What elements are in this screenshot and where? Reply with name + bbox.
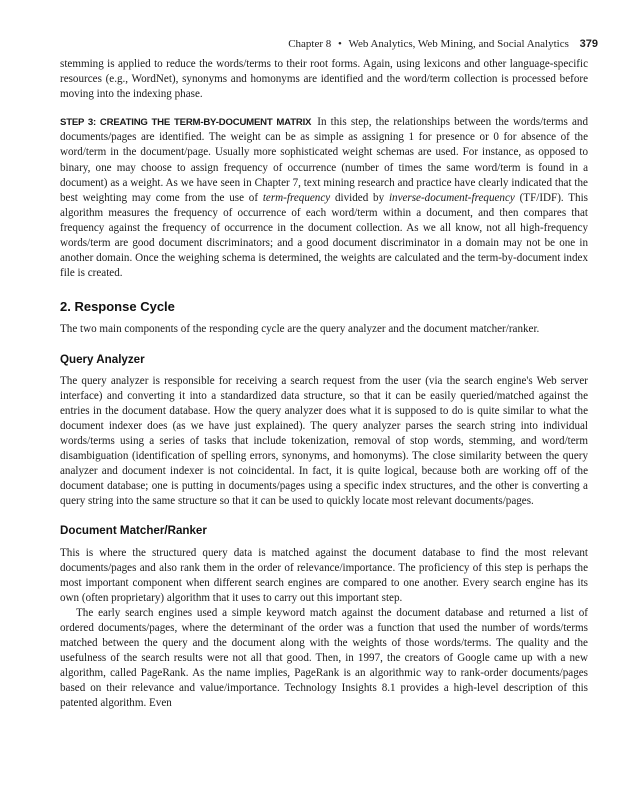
subheading-query-analyzer: Query Analyzer <box>60 352 145 366</box>
page-number: 379 <box>579 38 598 50</box>
subheading-document-matcher: Document Matcher/Ranker <box>60 524 207 538</box>
idf-term: inverse-document-frequency <box>388 191 515 204</box>
paragraph-response-cycle: The two main components of the responding cycle are the query analyzer and the document matcher/ranker. <box>60 323 540 336</box>
chapter-label: Chapter 8 <box>288 38 332 50</box>
chapter-title: Web Analytics, Web Mining, and Social Analytics <box>348 38 569 50</box>
term-frequency-term: term-frequency <box>262 191 331 204</box>
paragraph-stemming: stemming is applied to reduce the words/terms to their root forms. Again, using lexicons and other language-specific resources (e.g., WordNet), synonyms and homonyms are identified and the word/term collection is processed before moving into the indexing phase. <box>60 58 588 101</box>
paragraph-matcher-2: The early search engines used a simple keyword match against the document database and returned a list of ordered documents/pages, where the determinant of the order was a function that used the number of words/terms matched between the query and the document along with the weights of those words/terms. The quality and the usefulness of the search results were not all that good. Then, in 1997, the creators of Google came up with a new algorithm, called PageRank. As the name implies, PageRank is an algorithmic way to rank-order documents/pages based on their relevance and value/importance. Technology Insights 8.1 provides a high-level description of this patented algorithm. Even <box>60 606 588 710</box>
bullet-separator: • <box>338 38 342 50</box>
step3-text-a: In this step, the relationships between the words/terms and documents/pages are identified. The weight can be as simple as assigning 1 for presence or 0 for absence of the word/term in the document/page. Usually more sophisticated weight schemas are used. For instance, as opposed to binary, one may choose to assign frequency of occurrence (number of times the same word/term is found in a document) as a weight. As we have seen in Chapter 7, text mining research and practice have clearly indicated that the best weighting may come from the use of <box>60 116 588 204</box>
paragraph-query-analyzer: The query analyzer is responsible for receiving a search request from the user (via the search engine's Web server interface) and converting it into a standardized data structure, so that it can be easily queried/matched against the entries in the document database. How the query analyzer does what it is supposed to do is quite similar to what the document indexer does (as we have just explained). The query analyzer parses the search string into individual words/terms using a series of tasks that include tokenization, removal of stop words, stemming, and word/term disambiguation (identification of spelling errors, synonyms, and homonyms). The close similarity between the query analyzer and document indexer is not coincidental. In fact, it is quite logical, because both are working off of the document database; one is putting in documents/pages using a specific index structures, and the other is converting a query string into the same structure so that it can be used to quickly locate most relevant documents/pages. <box>60 374 588 508</box>
step3-heading: STEP 3: CREATING THE TERM-BY-DOCUMENT MATRIX <box>60 117 312 129</box>
paragraph-matcher-1: This is where the structured query data is matched against the document database to find the most relevant documents/pages and also rank them in the order of relevance/importance. The proficiency of this step is perhaps the most important component when different search engines are compared to one another. Every search engine has its own (often proprietary) algorithm that it uses to carry out this important step. <box>60 546 588 604</box>
running-header <box>60 38 598 50</box>
paragraph-step3 <box>60 115 588 281</box>
step3-text-c: (TF/IDF). This algorithm measures the frequency of occurrence of each word/term within a document, and then compares that frequency against the frequency of occurrence in the document collection. As we all know, not all high-frequency words/term are good document discriminators; and a good document discriminator in a domain may not be one in another domain. Once the weighing schema is determined, the weights are calculated and the term-by-document index file is created. <box>60 191 588 280</box>
page-body <box>60 57 588 712</box>
step3-text-b: divided by <box>330 191 389 204</box>
section-heading-response-cycle: 2. Response Cycle <box>60 299 175 315</box>
